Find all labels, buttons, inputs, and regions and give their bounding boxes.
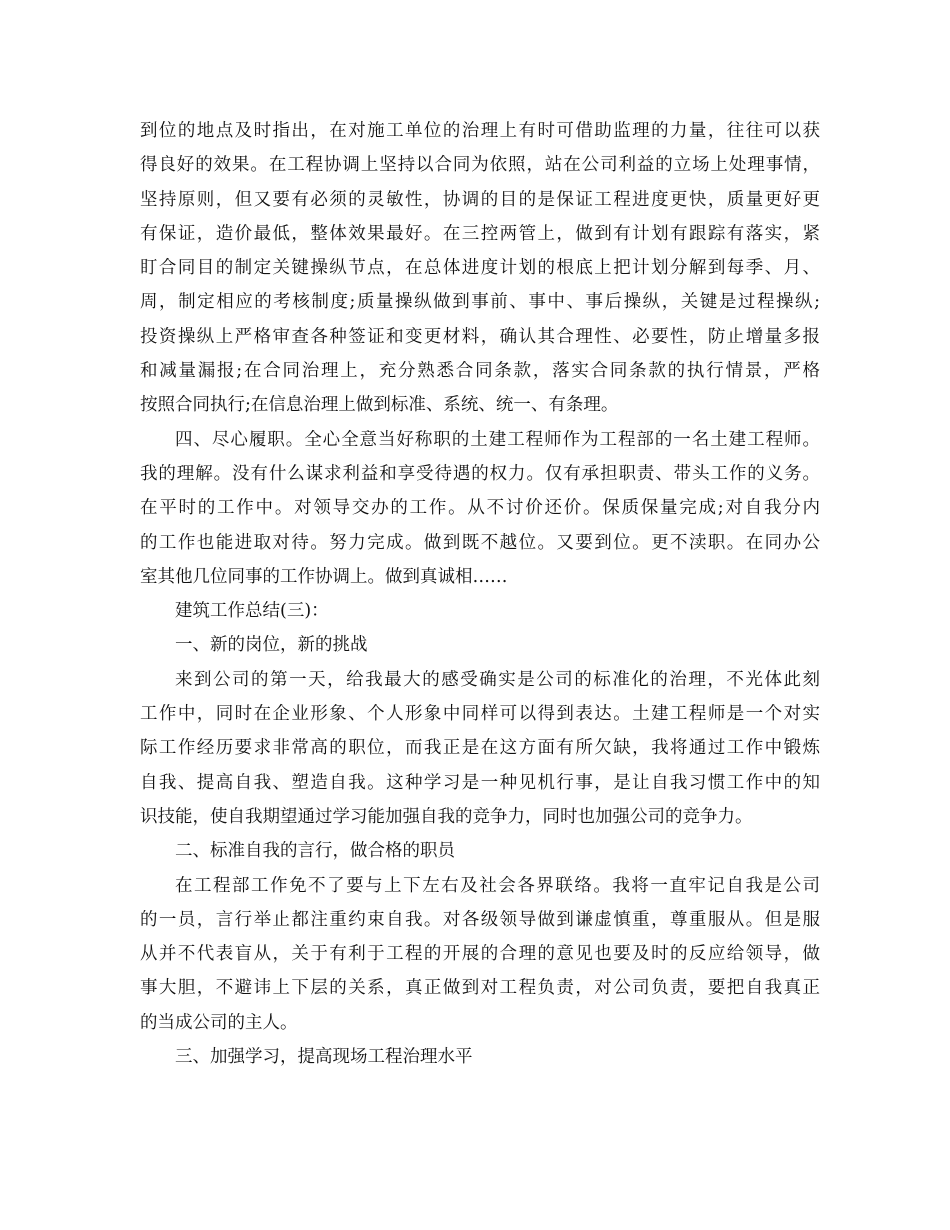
text-line: 室其他几位同事的工作协调上。做到真诚相…… (140, 566, 508, 587)
text-line: 工作中，同时在企业形象、个人形象中同样可以得到表达。土建工程师是一个对实 (140, 704, 820, 725)
text-line: 自我、提高自我、塑造自我。这种学习是一种见机行事，是让自我习惯工作中的知 (140, 772, 820, 793)
text-line: 我的理解。没有什么谋求利益和享受待遇的权力。仅有承担职责、带头工作的义务。 (140, 463, 820, 484)
text-line: 事大胆，不避讳上下层的关系，真正做到对工程负责，对公司负责，要把自我真正 (140, 978, 820, 999)
text-line: 的工作也能进取对待。努力完成。做到既不越位。又要到位。更不渎职。在同办公 (140, 532, 820, 553)
text-line: 际工作经历要求非常高的职位，而我正是在这方面有所欠缺，我将通过工作中锻炼 (140, 738, 820, 759)
text-line: 在平时的工作中。对领导交办的工作。从不讨价还价。保质保量完成;对自我分内 (140, 498, 820, 519)
text-line: 在工程部工作免不了要与上下左右及社会各界联络。我将一直牢记自我是公司 (175, 875, 820, 896)
paragraph-duty (140, 423, 820, 594)
section-heading: 二、标准自我的言行，做合格的职员 (175, 841, 455, 862)
text-line: 有保证，造价最低，整体效果最好。在三控两管上，做到有计划有跟踪有落实，紧 (140, 223, 820, 244)
text-line: 的一员，言行举止都注重约束自我。对各级领导做到谦虚慎重，尊重服从。但是服 (140, 909, 820, 930)
text-line: 四、尽心履职。全心全意当好称职的土建工程师作为工程部的一名土建工程师。 (175, 429, 820, 450)
section-heading: 三、加强学习，提高现场工程治理水平 (175, 1047, 473, 1068)
text-line: 的当成公司的主人。 (140, 1012, 298, 1033)
paragraph-conduct (140, 869, 820, 1040)
text-line: 投资操纵上严格审查各种签证和变更材料，确认其合理性、必要性，防止增量多报 (140, 326, 820, 347)
document-body (140, 114, 820, 1074)
text-line: 周，制定相应的考核制度;质量操纵做到事前、事中、事后操纵，关键是过程操纵; (140, 292, 820, 313)
text-line: 盯合同目的制定关键操纵节点，在总体进度计划的根底上把计划分解到每季、月、 (140, 258, 820, 279)
text-line: 按照合同执行;在信息治理上做到标准、系统、统一、有条理。 (140, 395, 619, 416)
text-line: 和减量漏报;在合同治理上，充分熟悉合同条款，落实合同条款的执行情景，严格 (140, 361, 820, 382)
paragraph-continuation (140, 114, 820, 423)
section-title: 建筑工作总结(三)： (175, 601, 329, 622)
paragraph-new-post (140, 663, 820, 834)
section-heading: 一、新的岗位，新的挑战 (175, 635, 368, 656)
text-line: 识技能，使自我期望通过学习能加强自我的竞争力，同时也加强公司的竞争力。 (140, 806, 753, 827)
text-line: 来到公司的第一天，给我最大的感受确实是公司的标准化的治理，不光体此刻 (175, 669, 820, 690)
text-line: 从并不代表盲从，关于有利于工程的开展的合理的意见也要及时的反应给领导，做 (140, 944, 820, 965)
text-line: 坚持原则，但又要有必须的灵敏性，协调的目的是保证工程进度更快，质量更好更 (140, 189, 820, 210)
text-line: 得良好的效果。在工程协调上坚持以合同为依照，站在公司利益的立场上处理事情， (140, 155, 820, 176)
text-line: 到位的地点及时指出，在对施工单位的治理上有时可借助监理的力量，往往可以获 (140, 121, 820, 141)
